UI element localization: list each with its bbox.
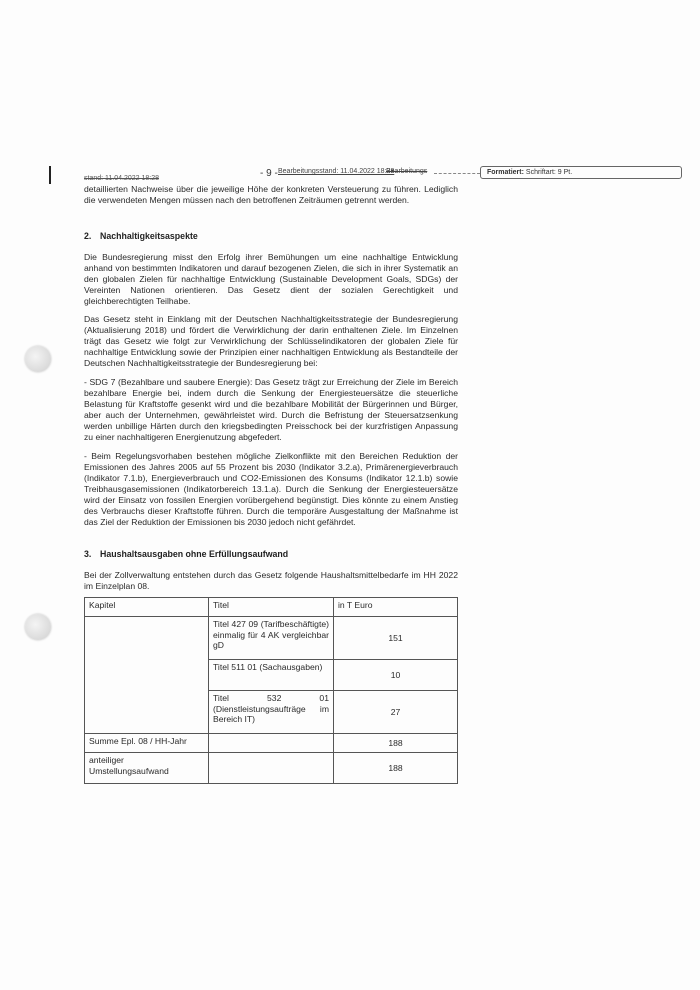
- table-cell-titel: [209, 753, 334, 784]
- section-2-paragraph-2-block: [84, 314, 458, 369]
- table-cell-titel: Titel 511 01 (Sachausgaben): [209, 660, 334, 691]
- table-cell-betrag: 27: [334, 691, 458, 734]
- table-row-umstellung: [85, 753, 458, 784]
- section-2-paragraph-3-block: [84, 377, 458, 443]
- format-comment-box[interactable]: [480, 166, 682, 179]
- table-cell-titel: Titel 532 01 (Dienstleistungsaufträge im Bereich IT): [209, 691, 334, 734]
- table-cell-titel: Titel 427 09 (Tarifbeschäftigte) einmalig für 4 AK vergleichbar gD: [209, 617, 334, 660]
- table-cell-betrag: 151: [334, 617, 458, 660]
- section-2-number: 2.: [84, 231, 92, 241]
- intro-paragraph: detaillierten Nachweise über die jeweilige Höhe der konkreten Versteuerung zu führen. Lediglich die verwendeten Mengen müssen nach den betroffenen Zeiträumen getrennt werden.: [84, 184, 458, 205]
- section-3-title: Haushaltsausgaben ohne Erfüllungsaufwand: [100, 549, 289, 559]
- table-header-betrag: in T Euro: [334, 598, 458, 617]
- comment-text: Schriftart: 9 Pt.: [525, 169, 573, 176]
- section-2-paragraph: Die Bundesregierung misst den Erfolg ihrer Bemühungen um eine nachhaltige Entwicklung anhand von bestimmten Indikatoren und darauf bezogenen Zielen, die sich in ihrer Systematik an den globalen Zielen für nachhaltige Entwicklung (Sustainable Development Goals, SDGs) der Vereinten Nationen orientieren. Das Gesetz dient der sozialen Gerechtigkeit und gleichberechtigten Teilhabe.: [84, 252, 458, 306]
- section-2-title: Nachhaltigkeitsaspekte: [100, 231, 198, 241]
- header-stamp-deleted: Bearbeitungs: [386, 168, 428, 175]
- table-cell-betrag: 10: [334, 660, 458, 691]
- section-2-paragraph-4-block: [84, 451, 458, 528]
- budget-table: [84, 597, 458, 784]
- change-bar: [49, 166, 51, 184]
- section-2-paragraph: Das Gesetz steht in Einklang mit der Deutschen Nachhaltigkeitsstrategie der Bundesregierung (Aktualisierung 2018) und fördert die Verwirklichung der darin enthaltenen Ziele. Im Einzelnen trägt das Gesetz wie folgt zur Verwirklichung der Schlüsselindikatoren der globalen Ziele für nachhaltige Entwicklung sowie der Prinzipien einer nachhaltigen Entwicklung als Bestandteile der Deutschen Nachhaltigkeitsstrategie der Bundesregierung bei:: [84, 314, 458, 368]
- intro-paragraph-block: [84, 184, 458, 206]
- section-3-paragraph: Bei der Zollverwaltung entstehen durch das Gesetz folgende Haushaltsmittelbedarfe im HH 2022 im Einzelplan 08.: [84, 570, 458, 591]
- section-2-paragraph: - SDG 7 (Bezahlbare und saubere Energie): Das Gesetz trägt zur Erreichung der Ziele im Bereich bezahlbare Energie bei, indem durch die Senkung der Energiesteuersätze die steuerliche Belastung für Kraftstoffe gesenkt wird und die bezahlbare Mobilität der Bürgerinnen und Bürger, aber auch der Unternehmen, gewährleistet wird. Durch die Befristung der Steuersatzsenkung werden unbillige Härten durch den kriegsbedingten Preisschock bei der kurzfristigen Anpassung zu einer nachhaltigeren Energienutzung abgefedert.: [84, 377, 458, 442]
- section-3-paragraph-block: [84, 570, 458, 592]
- table-cell-kapitel: [85, 617, 209, 734]
- table-row: [85, 617, 458, 660]
- section-3-number: 3.: [84, 549, 92, 559]
- punch-hole-top: [25, 346, 51, 372]
- table-header-row: [85, 598, 458, 617]
- comment-connector: [434, 173, 480, 174]
- table-header-titel: Titel: [209, 598, 334, 617]
- page-number: - 9 -: [260, 168, 278, 179]
- punch-hole-bottom: [25, 614, 51, 640]
- header-stand-deleted: stand: 11.04.2022 18:28: [84, 175, 159, 182]
- comment-label: Formatiert:: [487, 169, 524, 176]
- table-cell-kapitel: anteiliger Umstellungsaufwand: [85, 753, 209, 784]
- header-edit-stamp: Bearbeitungsstand: 11.04.2022 18:28: [278, 168, 395, 175]
- table-cell-titel: [209, 734, 334, 753]
- table-cell-betrag: 188: [334, 734, 458, 753]
- table-cell-kapitel: Summe Epl. 08 / HH-Jahr: [85, 734, 209, 753]
- table-header-kapitel: Kapitel: [85, 598, 209, 617]
- section-2-paragraph-1-block: [84, 252, 458, 307]
- section-2-paragraph: - Beim Regelungsvorhaben bestehen mögliche Zielkonflikte mit den Bereichen Reduktion der Emissionen des Jahres 2005 auf 55 Prozent bis 2030 (Indikator 3.2.a), Primärenergieverbrauch (Indikator 7.1.b), Energieverbrauch und CO2-Emissionen des Konsums (Indikator 12.1.b) sowie Treibhausgasemissionen (Indikatorbereich 13.1.a). Durch die Senkung der Energiesteuersätze wird der Einsatz von fossilen Energien vorübergehend begünstigt. Dies könnte zu einem Anstieg des Verbrauchs dieser Kraftstoffe führen. Durch die temporäre Ausgestaltung der Maßnahme ist das Ziel der Reduktion der Emissionen bis 2030 jedoch nicht gefährdet.: [84, 451, 458, 527]
- table-cell-betrag: 188: [334, 753, 458, 784]
- table-row-summe: [85, 734, 458, 753]
- section-2-heading: [84, 231, 198, 241]
- section-3-heading: [84, 549, 288, 559]
